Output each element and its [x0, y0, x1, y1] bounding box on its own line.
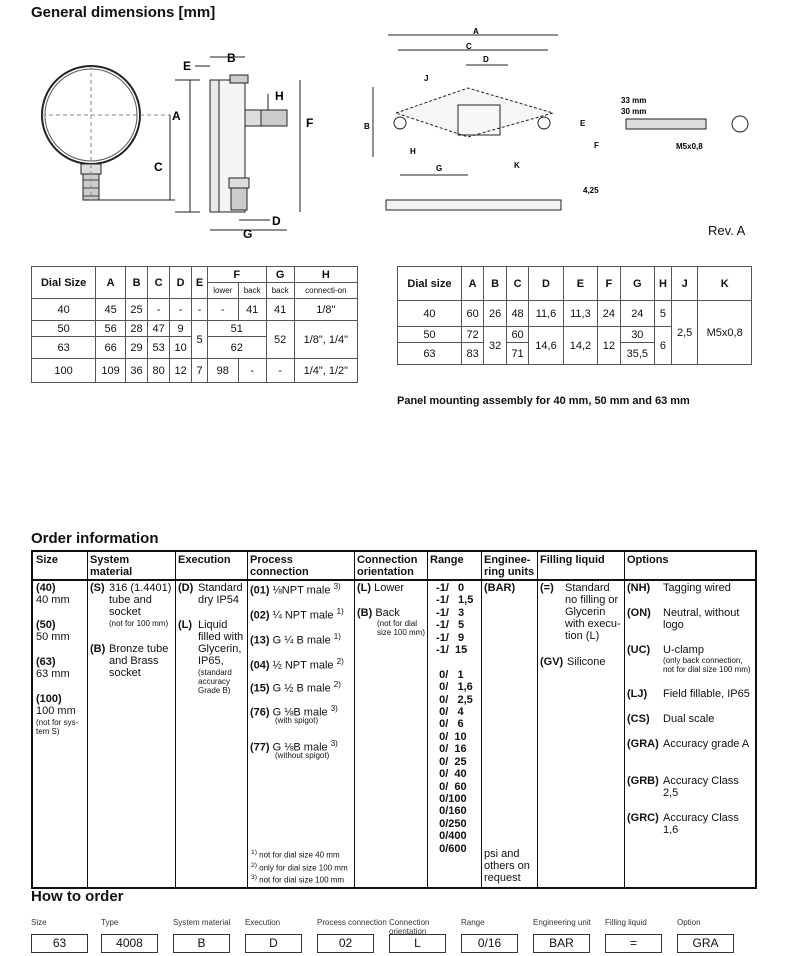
range-item: 0/ 4: [433, 706, 464, 719]
how-label: Range: [461, 918, 485, 927]
range-item: -1/ 15: [433, 644, 468, 657]
range-item: 0/ 10: [433, 730, 467, 743]
how-value-box: =: [605, 934, 662, 953]
gauge-drawing: [30, 40, 330, 240]
order-table: Size System material Execution Process connection Connection orientation Range Enginee-ring units Filling liquid Options (40) 40 mm (50) 50 mm (63) 63 mm (100) 100 mm (not for sys-tem S) (S) 316 (1.4401) tube and socket (not for 100 mm) (B) Bronze tube and Brass socket (D) Standard dry IP54 (L) Liquid filled with Glycerin, IP65, (standard accuracy Grade B) (01) ⅛NPT male $^{3)}$ (02) ¼ NPT male $^{1)}$ (13) G ¼ B male $^{1)}$ (04) ½ NPT male $^{2)}$ (15) G ½ B male $^{2)}$ (76) G ⅛B male $^{3)}$ (with spigot) (77) G ⅛B male $^{3)}$ (without spigot) $^{1)}$ not for dial size 40 mm $^{2)}$ only for dial size 100 mm $^{3)}$ not for dial size 100 mm (L) Lower (B) Back (not for dial size 100 mm) -1/ 0 -1/ 1,5 -1/ 3 -1/ 5 -1/ 9 -1/ 15 0/ 1 0/ 1,6 0/ 2,5 0/ 4 0/ 6 0/ 10 0/ 16 0/ 25 0/ 40 0/ 60 0/100 0/160 0/250 0/400 0/600 (BAR) psi and others on request (=) Standard no filling or Glycerin with execu-tion (L) (GV) Silicone (NH) Tagging wired (ON) Neutral, without logo (UC) U-clamp (only back connection, not for dial size 100 mm) (LJ) Field fillable, IP65 (CS) Dual scale (GRA) Accuracy grade A (GRB) Accuracy Class 2,5 (GRC) Accuracy Class 1,6: [31, 550, 757, 889]
how-value-box: 02: [317, 934, 374, 953]
how-value-box: 63: [31, 934, 88, 953]
svg-text:D: D: [483, 55, 489, 64]
svg-text:C: C: [466, 42, 472, 51]
label-F: F: [306, 116, 314, 130]
label-H: H: [275, 89, 284, 103]
svg-text:H: H: [410, 147, 416, 156]
how-label: Process connection: [317, 918, 387, 927]
range-item: 0/600: [433, 842, 467, 855]
range-item: 0/ 1,6: [433, 681, 473, 694]
svg-text:F: F: [594, 141, 599, 150]
how-label: Engineering unit: [533, 918, 591, 927]
range-item: 0/ 2,5: [433, 693, 473, 706]
how-label: System material: [173, 918, 231, 927]
how-value-box: 0/16: [461, 934, 518, 953]
range-item: 0/ 1: [433, 668, 464, 681]
order-title: Order information: [31, 530, 159, 547]
dimensions-table: Dial Size A B C D E F G H lower back back connecti-on 40 45 25 - - - - 41 41 1/8" 50 56 28 47 9 5 51 52 1/8", 1/4" 63 66 29 53 10 62 100 109 36 80 12 7 98 - - 1/4", 1/2": [31, 266, 358, 383]
range-item: 0/ 60: [433, 780, 467, 793]
revision-label: Rev. A: [708, 223, 746, 238]
how-label: Size: [31, 918, 47, 927]
svg-text:K: K: [514, 161, 520, 170]
svg-text:33 mm: 33 mm: [621, 96, 647, 105]
how-label: Option: [677, 918, 701, 927]
range-item: 0/ 6: [433, 718, 464, 731]
range-item: 0/ 25: [433, 755, 467, 768]
svg-text:G: G: [436, 164, 443, 173]
range-item: 0/ 40: [433, 768, 467, 781]
svg-text:E: E: [580, 119, 586, 128]
dimensions-title: General dimensions [mm]: [31, 4, 216, 21]
how-value-box: D: [245, 934, 302, 953]
range-item: 0/400: [433, 830, 467, 843]
how-label: Type: [101, 918, 119, 927]
how-label: Filling liquid: [605, 918, 647, 927]
label-C: C: [154, 160, 163, 174]
how-value-box: B: [173, 934, 230, 953]
range-item: -1/ 3: [433, 606, 465, 619]
svg-text:A: A: [473, 27, 479, 36]
range-item: -1/ 1,5: [433, 594, 474, 607]
label-E: E: [183, 59, 192, 73]
range-item: -1/ 0: [433, 582, 465, 594]
panel-drawing: [358, 25, 758, 225]
svg-text:B: B: [364, 122, 370, 131]
label-G: G: [243, 227, 253, 240]
range-item: -1/ 9: [433, 631, 465, 644]
range-item: 0/100: [433, 792, 467, 805]
how-value-box: GRA: [677, 934, 734, 953]
panel-dimensions-table: Dial size A B C D E F G H J K 40 60 26 48 11,6 11,3 24 24 5 2,5 M5x0,8 50 72 32 60 14,6 14,2 12 30 6 63 83 71 35,5: [397, 266, 752, 365]
svg-text:4,25: 4,25: [583, 186, 599, 195]
svg-text:M5x0,8: M5x0,8: [676, 142, 703, 151]
svg-text:30 mm: 30 mm: [621, 107, 647, 116]
how-value-box: L: [389, 934, 446, 953]
panel-caption: Panel mounting assembly for 40 mm, 50 mm and 63 mm: [397, 395, 690, 407]
label-B: B: [227, 51, 236, 65]
range-list: [433, 582, 473, 855]
label-A: A: [172, 109, 181, 123]
range-item: -1/ 5: [433, 619, 465, 632]
label-D: D: [272, 214, 281, 228]
range-item: 0/ 16: [433, 743, 467, 756]
how-title: How to order: [31, 888, 124, 905]
range-item: 0/250: [433, 817, 467, 830]
range-item: [433, 656, 473, 668]
how-value-box: BAR: [533, 934, 590, 953]
how-value-box: 4008: [101, 934, 158, 953]
range-item: 0/160: [433, 805, 467, 818]
svg-text:J: J: [424, 74, 429, 83]
how-label: Execution: [245, 918, 281, 927]
how-label: Connection orientation: [389, 918, 430, 936]
